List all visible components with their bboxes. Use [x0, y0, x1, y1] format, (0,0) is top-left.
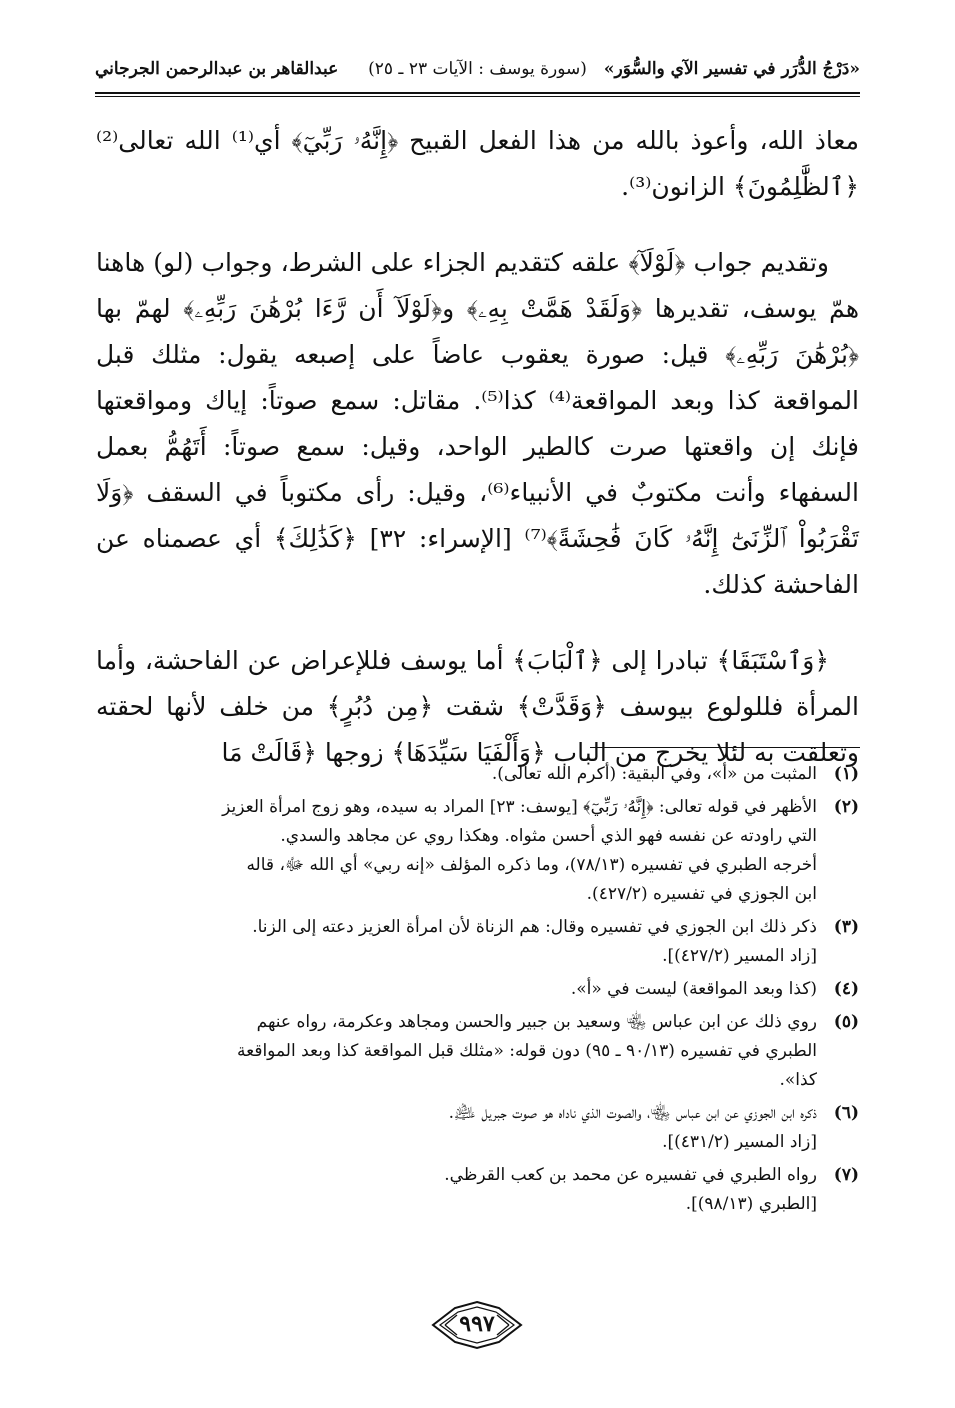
footnote-line: المثبت من «أ»، وفي البقية: (أكرم الله تعالى).	[491, 764, 817, 784]
page-number-ornament	[427, 1300, 527, 1350]
running-header	[95, 55, 860, 89]
footnote-number: (١)	[833, 764, 859, 784]
text-line: ﴿وَلَا تَقْرَبُواْ ٱلزِّنَىٰٓ إِنَّهُۥ كَانَ فَٰحِشَةً﴾⁽⁷⁾ [الإسراء: ٣٢] ﴿كَذَٰلِكَ﴾ أي عصمناه	[96, 478, 859, 553]
footnote-line: ذكر ذلك ابن الجوزي في تفسيره وقال: هم الزناة لأن امرأة العزيز دعته إلى الزنا.	[252, 917, 817, 937]
text-line: بعمل السفهاء وأنت مكتوبٌ في الأنبياء⁽⁶⁾، وقيل: رأى مكتوباً في السقف	[96, 432, 859, 507]
text-line: مثلك قبل المواقعة كذا وبعد المواقعة⁽⁴⁾ كذا⁽⁵⁾. مقاتل: سمع صوتاً: إياك	[96, 340, 859, 415]
text-line: (لو) هاهنا همّ يوسف، تقديرها ﴿وَلَقَدْ هَمَّتْ بِهِۦ﴾ و﴿لَوْلَآ أَن رَّءَا بُرْهَٰنَ	[96, 248, 860, 323]
page-number: ٩٩٧	[459, 1311, 495, 1337]
footnote-7	[96, 1161, 859, 1219]
footnote-line: الأظهر في قوله تعالى: ﴿إِنَّهُۥ رَبِّيٓ﴾ [يوسف: ٢٣] المراد به سيده، وهو زوج امرأة العزيز	[222, 797, 817, 817]
footnote-line: [زاد المسير (٤٣١/٢)].	[662, 1132, 817, 1152]
footnote-number: (٥)	[833, 1012, 859, 1032]
footnote-separator	[590, 747, 860, 748]
footnote-line: ابن الجوزي في تفسيره (٤٢٧/٢).	[586, 884, 817, 904]
author-name: عبدالقاهر بن عبدالرحمن الجرجاني	[95, 59, 339, 79]
footnote-line: ذكره ابن الجوزي عن ابن عباس ﵄، والصوت الذي ناداه هو صوت جبريل ﵇.	[448, 1103, 817, 1123]
header-rule	[95, 92, 860, 97]
footnote-line: [زاد المسير (٤٢٧/٢)].	[662, 946, 817, 966]
footnote-line: كذا».	[779, 1070, 817, 1090]
footnote-number: (٣)	[833, 917, 859, 937]
text-line: ﴿وَٱسْتَبَقَا﴾ تبادرا إلى ﴿ٱلْبَابَ﴾ أما يوسف فللإعراض عن الفاحشة،	[144, 646, 829, 675]
footnote-line: رواه الطبري في تفسيره عن محمد بن كعب القرظي.	[444, 1165, 817, 1185]
book-title: «دَرْجُ الدُّرَر في تفسير الآي والسُّوَر»	[603, 59, 860, 79]
footnote-number: (٢)	[833, 797, 859, 817]
footnote-number: (٧)	[833, 1165, 859, 1185]
footnote-4	[96, 975, 859, 1004]
text-line: لحقته وتعلقت به لئلا يخرج من الباب ﴿وَأَلْفَيَا سَيِّدَهَا﴾ زوجها ﴿قَالَتْ مَا	[96, 692, 859, 767]
text-line: ومواقعتها فإنك إن واقعتها صرت كالطير الواحد، وقيل: سمع صوتاً: أَتَهُمُّ	[96, 386, 859, 461]
footnote-line: أخرجه الطبري في تفسيره (٧٨/١٣)، وما ذكره المؤلف «إنه ربي» أي الله ﷻ، قاله	[246, 855, 817, 875]
text-line: معاذ الله، وأعوذ بالله من هذا الفعل القبيح ﴿إِنَّهُۥ رَبِّيٓ﴾ أي⁽¹⁾ الله	[184, 126, 859, 155]
text-line: وتقديم جواب ﴿لَوْلَآ﴾ علقه كتقديم الجزاء على الشرط، وجواب	[201, 248, 829, 277]
footnote-line: الطبري في تفسيره (٩٠/١٣ ـ ٩٥) دون قوله: «مثلك قبل المواقعة كذا وبعد المواقعة	[237, 1041, 817, 1061]
footnote-line: (كذا وبعد المواقعة) ليست في «أ».	[570, 979, 817, 999]
footnote-number: (٦)	[833, 1103, 859, 1123]
footnote-3	[96, 913, 859, 971]
footnote-number: (٤)	[833, 979, 859, 999]
footnotes	[96, 760, 859, 1223]
text-line: رَبِّهِۦ﴾ لهمّ بها ﴿بُرْهَٰنَ رَبِّهِۦ﴾ قيل: صورة يعقوب عاضاً على إصبعه يقول:	[96, 294, 859, 369]
paragraph-3	[96, 638, 859, 776]
footnote-line: [الطبري (٩٨/١٣)].	[685, 1194, 817, 1214]
paragraph-2	[96, 240, 859, 608]
text-line: عن الفاحشة كذلك.	[96, 524, 859, 599]
footnote-2	[96, 793, 859, 909]
footnote-1	[96, 760, 859, 789]
footnote-5	[96, 1008, 859, 1095]
footnote-line: التي راودته عن نفسه فهو الذي أحسن مثواه. وهكذا روي عن مجاهد والسدي.	[280, 826, 817, 846]
footnote-6	[96, 1099, 859, 1157]
footnote-line: روي ذلك عن ابن عباس ﵄ وسعيد بن جبير والحسن ومجاهد وعكرمة، رواه عنهم	[256, 1012, 817, 1032]
main-text	[96, 118, 859, 776]
text-line: تعالى⁽²⁾ ﴿ٱلظَّٰلِمُونَ﴾ الزانون⁽³⁾.	[96, 126, 859, 201]
paragraph-1	[96, 118, 859, 210]
surah-info: (سورة يوسف : الآيات ٢٣ ـ ٢٥)	[368, 59, 587, 79]
text-line: وأما المرأة فللولوع بيوسف ﴿وَقَدَّتْ﴾ شقت ﴿مِن دُبُرٍ﴾ من خلف لأنها	[96, 646, 859, 721]
